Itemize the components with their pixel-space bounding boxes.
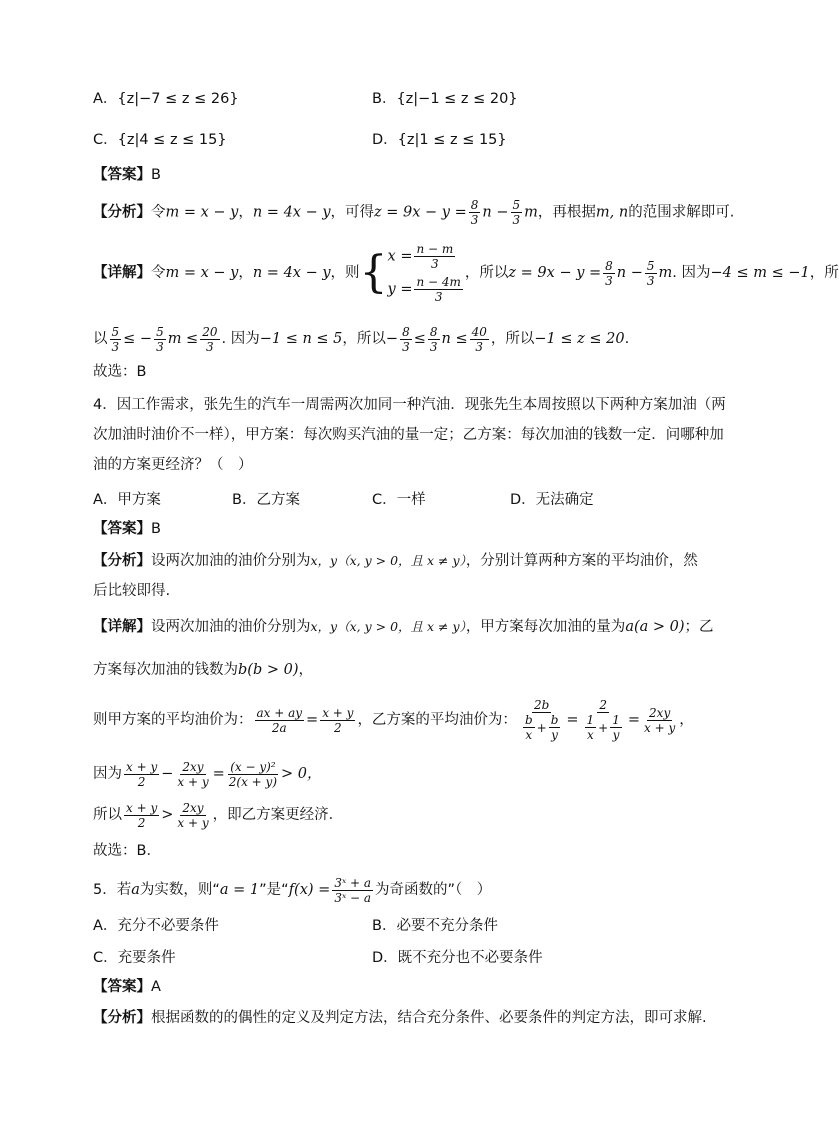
option-b: B．乙方案 <box>232 492 300 508</box>
answer-tag: 【答案】 <box>93 521 151 537</box>
detail-tag: 【详解】 <box>93 265 151 281</box>
detail-line-5: 所以 x + y 2 > 2xy x + y ，即乙方案更经济． <box>93 800 344 830</box>
answer-tag: 【答案】 <box>93 167 151 183</box>
analysis-line-2: 后比较即得. <box>93 583 171 599</box>
text: 令 <box>151 265 166 281</box>
option-b: B．{z|−1 ≤ z ≤ 20} <box>372 91 518 107</box>
math: m, n <box>595 204 629 221</box>
option-c: C．充要条件 <box>93 950 176 966</box>
compound-fraction: 2 1 x + 1 y <box>586 698 620 742</box>
option-a: A．充分不必要条件 <box>93 918 219 934</box>
text: . 因为 <box>672 265 711 281</box>
option-c: C．一样 <box>372 492 426 508</box>
math: n = 4x − y <box>252 265 331 281</box>
option-d: D．无法确定 <box>510 492 594 508</box>
question-4-line-3: 油的方案更经济？（ ） <box>93 457 253 473</box>
answer-value: A <box>151 979 161 995</box>
analysis-line: 【分析】设两次加油的油价分别为x，y（x, y > 0，且 x ≠ y），分别计算两种方案的平均油价，然 <box>93 553 698 569</box>
detail-line-2: 以 $\frac{5}{3}$ ≤ − $\frac{5}{3}$ m ≤ $\frac{20}{3}$ . 因为 −1 ≤ n ≤ 5 ，所以− $\frac{8}{3}$ ≤ $\frac{8}{3}$ n ≤ $\frac{40}{3}$ ，所以 −1 ≤ z ≤ 20 . <box>93 324 630 354</box>
text: ， <box>238 204 253 221</box>
math: m = x − y <box>165 204 239 221</box>
answer-line <box>93 977 161 997</box>
text: 的范围求解即可. <box>628 204 735 221</box>
option-d: D．{z|1 ≤ z ≤ 15} <box>372 132 507 148</box>
text: ，则 <box>330 265 360 281</box>
text: ，所 <box>809 265 839 281</box>
question-4-line-1: 4．因工作需求，张先生的汽车一周需两次加同一种汽油．现张先生本周按照以下两种方案加油（两 <box>93 397 726 413</box>
choose-line: 故选：B． <box>93 843 161 859</box>
detail-line: 【详解】设两次加油的油价分别为x，y（x, y > 0，且 x ≠ y），甲方案每次加油的量为a(a > 0)；乙 <box>93 619 714 635</box>
option-a: A．{z|−7 ≤ z ≤ 26} <box>93 91 239 107</box>
option-b: B．必要不充分条件 <box>372 918 498 934</box>
detail-line: 【详解】 令 m = x − y ， n = 4x − y ，则 { x = $\frac{n - m}{3}$ y = $\frac{n - 4m}{3}$ ，所以 z = 9x − y = $\frac{8}{3}$ n − $\frac{5}{3}$ m . 因为 −4 ≤ m ≤ −1 ，所 <box>93 242 839 304</box>
option-a: A．甲方案 <box>93 492 161 508</box>
text: ，所以 <box>464 265 509 281</box>
analysis-line: 【分析】令m = x − y，n = 4x − y，可得z = 9x − y = $\frac{8}{3}$ n − $\frac{5}{3}$ m，再根据m, n的范围求解即可. <box>93 198 735 227</box>
answer-tag: 【答案】 <box>93 979 151 995</box>
analysis-tag: 【分析】 <box>93 204 151 221</box>
answer-value: B <box>151 167 161 183</box>
fraction: $\frac{5}{3}$ <box>512 198 521 227</box>
detail-tag: 【详解】 <box>93 619 151 635</box>
equation-system: x = $\frac{n - m}{3}$ y = $\frac{n - 4m}{3}$ <box>387 242 461 304</box>
question-5-line-1: 5．若 a 为实数，则“ a = 1 ”是“ f(x) = $\frac{\text{3ˣ + a}}{\text{3ˣ − a}}$ 为奇函数的”（ ） <box>93 875 492 905</box>
option-c: C．{z|4 ≤ z ≤ 15} <box>93 132 227 148</box>
answer-line <box>93 519 161 539</box>
fraction: $\frac{8}{3}$ <box>470 198 479 227</box>
math: n = 4x − y <box>252 204 331 221</box>
analysis-tag: 【分析】 <box>93 553 151 569</box>
detail-line-2: 方案每次加油的钱数为b(b > 0)， <box>93 662 313 678</box>
answer-value: B <box>151 521 161 537</box>
math: m = x − y <box>165 265 239 281</box>
analysis-tag: 【分析】 <box>93 1010 151 1026</box>
analysis-line: 【分析】根据函数的的偶性的定义及判定方法，结合充分条件、必要条件的判定方法，即可求解. <box>93 1010 707 1026</box>
answer-line <box>93 165 161 185</box>
detail-line-4: 因为 x + y 2 − $\frac{2xy}{x + y}$ = $\frac{\text{(x − y)²}}{2(x + y)}$ > 0， <box>93 759 322 789</box>
system-brace: { <box>359 247 388 298</box>
question-4-line-2: 次加油时油价不一样），甲方案：每次购买汽油的量一定；乙方案：每次加油的钱数一定．问哪种加 <box>93 427 724 443</box>
detail-line-3: 则甲方案的平均油价为： $\frac{ax + ay}{2a}$ = $\frac{x + y}{2}$ ，乙方案的平均油价为： 2b b x + b y = 2 1 x + 1 y = $\frac{2xy}{x + y}$ ， <box>93 698 694 742</box>
text: ，可得 <box>330 204 375 221</box>
option-d: D．既不充分也不必要条件 <box>372 950 543 966</box>
text: ，再根据 <box>537 204 596 221</box>
choose-line: 故选：B <box>93 364 147 380</box>
text: 令 <box>151 204 166 221</box>
math: −4 ≤ m ≤ −1 <box>710 265 810 281</box>
compound-fraction: 2b b x + b y <box>524 698 559 742</box>
math: z = 9x − y = <box>508 265 602 281</box>
math: z = 9x − y = <box>374 204 467 221</box>
